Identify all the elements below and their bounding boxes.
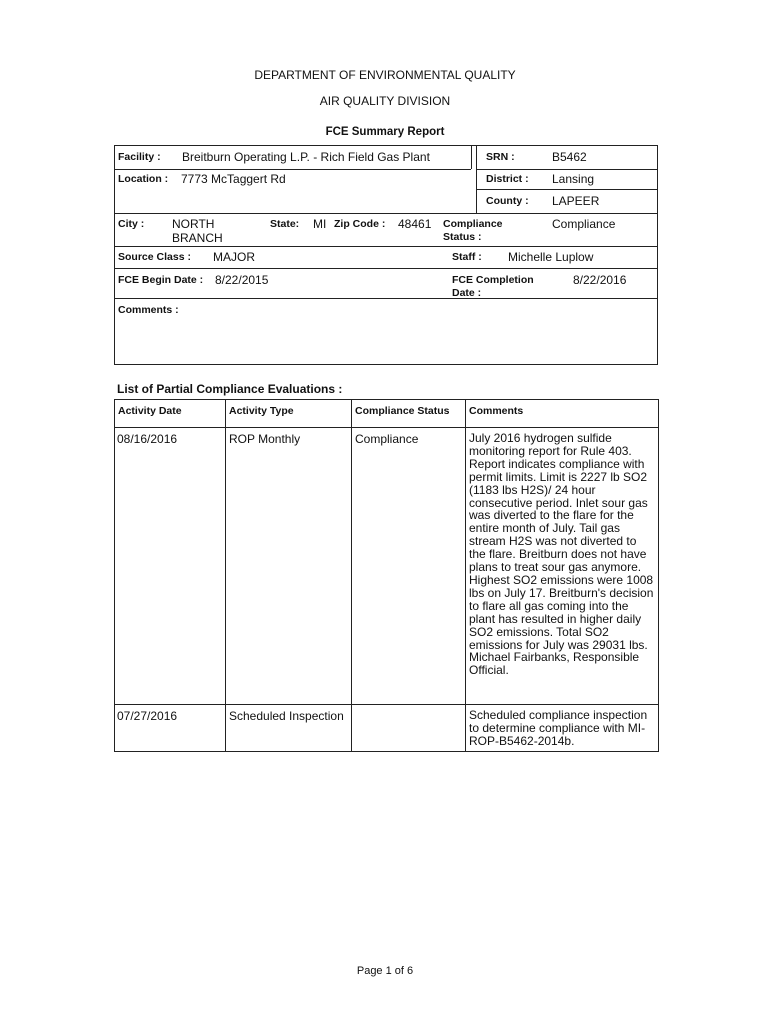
divider xyxy=(476,145,477,213)
col-header-activity-date: Activity Date xyxy=(118,405,182,417)
source-class-value: MAJOR xyxy=(213,250,255,264)
divider xyxy=(114,169,471,170)
divider xyxy=(114,704,659,705)
srn-value: B5462 xyxy=(552,150,587,164)
department-heading: DEPARTMENT OF ENVIRONMENTAL QUALITY xyxy=(254,68,516,82)
city-value-line2: BRANCH xyxy=(172,231,223,245)
col-header-compliance-status: Compliance Status xyxy=(355,405,450,417)
divider xyxy=(114,427,659,428)
report-title: FCE Summary Report xyxy=(325,126,445,138)
divider xyxy=(471,145,472,169)
compliance-status-label-line1: Compliance xyxy=(443,218,503,230)
divider xyxy=(476,169,658,170)
activity-date: 07/27/2016 xyxy=(117,709,178,723)
state-value: MI xyxy=(313,217,327,231)
division-heading: AIR QUALITY DIVISION xyxy=(319,94,451,108)
divider xyxy=(476,189,658,190)
activity-comments: July 2016 hydrogen sulfide monitoring report for Rule 403. Report indicates compliance with permit limits. Limit is 2227 lb SO2 (1183 lbs H2S)/ 24 hour consecutive period. Inlet sour gas was diverted to the flare for the entire month of July. Tail gas stream H2S was not diverted to the flare. Breitburn does not have plans to treat sour gas anymore. Highest SO2 emissions were 1008 lbs on July 17. Breitburn's decision to flare all gas coming into the plant has resulted in higher daily SO2 emissions. Total SO2 emissions for July was 29031 lbs. Michael Fairbanks, Responsible Official. xyxy=(469,431,654,678)
city-label: City : xyxy=(118,218,145,230)
divider xyxy=(225,399,226,752)
divider xyxy=(114,298,658,299)
activity-date: 08/16/2016 xyxy=(117,432,178,446)
partial-evaluations-title: List of Partial Compliance Evaluations : xyxy=(117,382,343,396)
activity-comments: Scheduled compliance inspection to determine compliance with MI-ROP-B5462-2014b. xyxy=(469,708,648,748)
district-label: District : xyxy=(486,173,529,185)
activity-type: ROP Monthly xyxy=(229,432,301,446)
comments-label: Comments : xyxy=(118,304,179,316)
city-value-line1: NORTH xyxy=(172,217,215,231)
zip-value: 48461 xyxy=(398,217,432,231)
district-value: Lansing xyxy=(552,172,595,186)
col-header-comments: Comments xyxy=(469,405,524,417)
county-value: LAPEER xyxy=(552,194,600,208)
state-label: State: xyxy=(270,218,300,230)
facility-label: Facility : xyxy=(118,151,161,163)
facility-value: Breitburn Operating L.P. - Rich Field Gas Plant xyxy=(182,150,430,164)
compliance-status-label-line2: Status : xyxy=(443,231,482,243)
divider xyxy=(351,399,352,752)
srn-label: SRN : xyxy=(486,151,515,163)
col-header-activity-type: Activity Type xyxy=(229,405,294,417)
location-value: 7773 McTaggert Rd xyxy=(181,172,286,186)
fce-completion-label-line2: Date : xyxy=(452,287,482,299)
divider xyxy=(114,213,658,214)
divider xyxy=(114,246,658,247)
staff-label: Staff : xyxy=(452,251,482,263)
source-class-label: Source Class : xyxy=(118,251,191,263)
fce-completion-value: 8/22/2016 xyxy=(573,273,627,287)
compliance-status: Compliance xyxy=(355,432,419,446)
divider xyxy=(114,268,658,269)
fce-begin-value: 8/22/2015 xyxy=(215,273,269,287)
page-number: Page 1 of 6 xyxy=(356,965,414,977)
location-label: Location : xyxy=(118,173,169,185)
activity-type: Scheduled Inspection xyxy=(229,709,344,723)
compliance-status-value: Compliance xyxy=(552,217,616,231)
divider xyxy=(465,399,466,752)
zip-label: Zip Code : xyxy=(334,218,386,230)
fce-completion-label-line1: FCE Completion xyxy=(452,274,534,286)
staff-value: Michelle Luplow xyxy=(508,250,594,264)
fce-begin-label: FCE Begin Date : xyxy=(118,274,204,286)
county-label: County : xyxy=(486,195,529,207)
